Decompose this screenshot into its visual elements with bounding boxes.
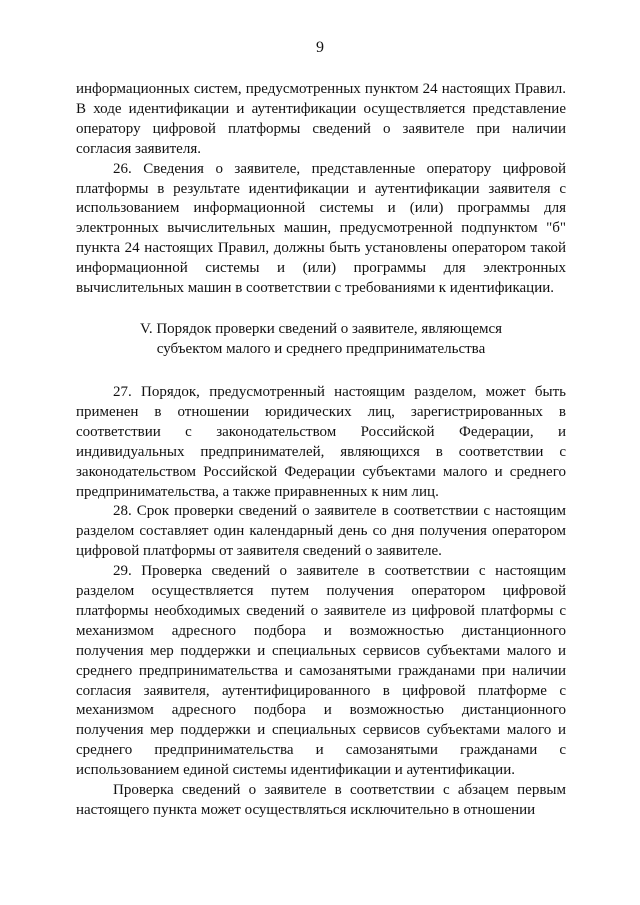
paragraph-27: 27. Порядок, предусмотренный настоящим разделом, может быть применен в отношении юридических лиц, зарегистрированных в соответствии с законодательством Российской Федерации, и индивидуальных предпринимателей, являющихся в соответствии с законодательством Российской Федерации субъектами малого и среднего предпринимательства, а также приравненных к ним лиц. bbox=[76, 383, 566, 500]
page-number: 9 bbox=[316, 39, 324, 56]
section-heading bbox=[76, 319, 566, 359]
document-body bbox=[76, 80, 566, 821]
section-heading-line-1: V. Порядок проверки сведений о заявителе, являющемся bbox=[139, 320, 503, 337]
paragraph-29-second-part: Проверка сведений о заявителе в соответствии с абзацем первым настоящего пункта может осуществляться исключительно в отношении bbox=[76, 782, 566, 818]
paragraph-29: 29. Проверка сведений о заявителе в соответствии с настоящим разделом осуществляется путем получения оператором цифровой платформы необходимых сведений о заявителе из цифровой платформы с механизмом адресного подбора и возможностью дистанционного получения мер поддержки и специальных сервисов субъектами малого и среднего предпринимательства и самозанятыми гражданами при наличии согласия заявителя, аутентифицированного в цифровой платформе с механизмом адресного подбора и возможностью дистанционного получения мер поддержки и специальных сервисов субъектами малого и среднего предпринимательства и самозанятыми гражданами с использованием единой системы идентификации и аутентификации. bbox=[76, 563, 566, 779]
paragraph-continuation: информационных систем, предусмотренных пунктом 24 настоящих Правил. В ходе идентификации и аутентификации осуществляется представление оператору цифровой платформы сведений о заявителе при наличии согласия заявителя. bbox=[76, 81, 566, 157]
section-heading-line-2: субъектом малого и среднего предпринимательства bbox=[156, 340, 486, 357]
paragraph-26: 26. Сведения о заявителе, представленные оператору цифровой платформы в результате идентификации и аутентификации заявителя с использованием информационной системы и (или) программы для электронных вычислительных машин, предусмотренной подпунктом "б" пункта 24 настоящих Правил, должны быть установлены оператором такой информационной системы и (или) программы для электронных вычислительных машин в соответствии с требованиями к идентификации. bbox=[76, 160, 566, 297]
paragraph-28: 28. Срок проверки сведений о заявителе в соответствии с настоящим разделом составляет один календарный день со дня получения оператором цифровой платформы от заявителя сведений о заявителе. bbox=[76, 503, 566, 560]
